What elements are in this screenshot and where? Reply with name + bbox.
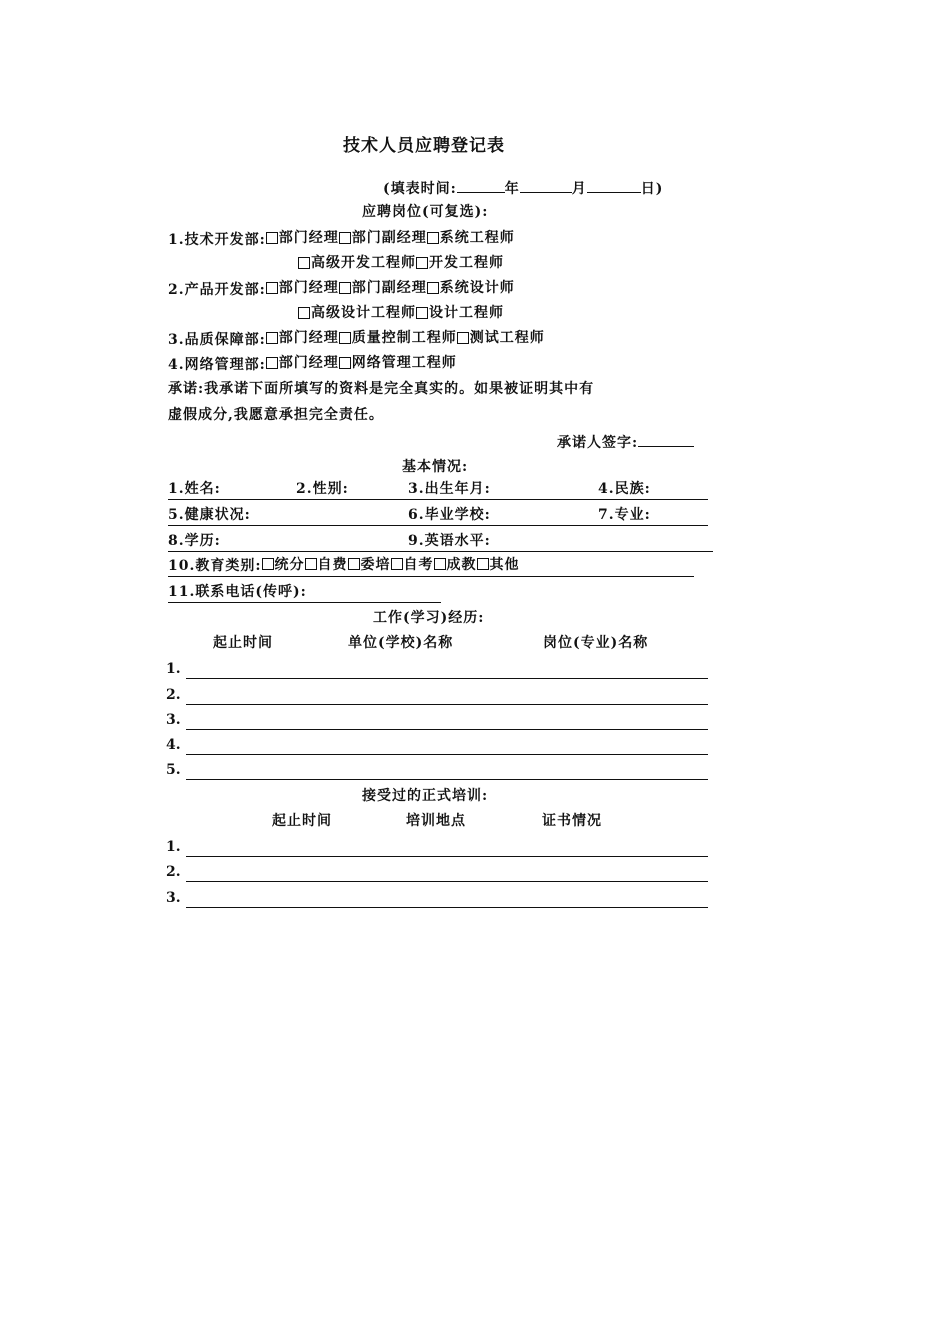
underline (186, 754, 708, 755)
phone-field[interactable]: 11.联系电话(传呼): (168, 584, 307, 600)
checkbox-icon[interactable] (266, 232, 278, 244)
training-row[interactable]: 2. (166, 862, 708, 882)
work-row[interactable]: 4. (166, 735, 708, 755)
checkbox-icon[interactable] (266, 357, 278, 369)
checkbox-icon[interactable] (427, 282, 439, 294)
underline (186, 856, 708, 857)
basic-row-5 (168, 583, 441, 603)
checkbox-icon[interactable] (339, 332, 351, 344)
position-option[interactable]: 高级设计工程师 (298, 304, 416, 322)
dept-product-dev (168, 279, 515, 299)
dept-product-dev-row2 (298, 304, 504, 324)
year-blank[interactable] (457, 178, 505, 193)
page-title: 技术人员应聘登记表 (343, 136, 505, 156)
birth-field[interactable]: 3.出生年月: (408, 481, 491, 497)
work-col-unit: 单位(学校)名称 (348, 635, 454, 651)
edu-type-option[interactable]: 统分 (262, 554, 305, 574)
dept-network (168, 354, 457, 374)
signature: 承诺人签字: (557, 432, 694, 452)
checkbox-icon[interactable] (262, 558, 274, 570)
checkbox-icon[interactable] (305, 558, 317, 570)
checkbox-icon[interactable] (298, 257, 310, 269)
work-col-period: 起止时间 (213, 635, 273, 651)
underline (168, 499, 708, 500)
position-option[interactable]: 网络管理工程师 (339, 354, 457, 372)
underline (168, 525, 708, 526)
position-option[interactable]: 部门经理 (266, 354, 339, 372)
training-row[interactable]: 3. (166, 888, 708, 908)
fill-date: (填表时间: 年 月 日) (383, 178, 663, 198)
position-option[interactable]: 高级开发工程师 (298, 254, 416, 272)
position-option[interactable]: 开发工程师 (416, 254, 504, 272)
checkbox-icon[interactable] (266, 332, 278, 344)
training-row[interactable]: 1. (166, 837, 708, 857)
dept-quality (168, 329, 545, 349)
underline (186, 779, 708, 780)
health-field[interactable]: 5.健康状况: (168, 507, 251, 523)
checkbox-icon[interactable] (457, 332, 469, 344)
work-row[interactable]: 5. (166, 760, 708, 780)
dept-tech-dev-row2 (298, 254, 504, 274)
checkbox-icon[interactable] (266, 282, 278, 294)
work-col-position: 岗位(专业)名称 (543, 635, 649, 651)
underline (168, 576, 694, 577)
english-field[interactable]: 9.英语水平: (408, 533, 491, 549)
position-option[interactable]: 设计工程师 (416, 304, 504, 322)
position-option[interactable]: 部门经理 (266, 329, 339, 347)
checkbox-icon[interactable] (416, 307, 428, 319)
positions-heading: 应聘岗位(可复选): (362, 204, 489, 220)
day-blank[interactable] (587, 178, 641, 193)
pledge-line-1: 承诺:我承诺下面所填写的资料是完全真实的。如果被证明其中有 (168, 381, 595, 397)
major-field[interactable]: 7.专业: (598, 507, 651, 523)
signature-blank[interactable] (638, 432, 694, 447)
training-col-place: 培训地点 (406, 813, 466, 829)
edu-type-option[interactable]: 自费 (305, 554, 348, 574)
underline (186, 729, 708, 730)
work-heading: 工作(学习)经历: (373, 610, 485, 626)
work-row[interactable]: 1. (166, 659, 708, 679)
underline (168, 551, 713, 552)
checkbox-icon[interactable] (298, 307, 310, 319)
underline (186, 907, 708, 908)
position-option[interactable]: 系统工程师 (427, 229, 515, 247)
edu-type-option[interactable]: 其他 (477, 554, 520, 574)
checkbox-icon[interactable] (416, 257, 428, 269)
edu-type-field: 10.教育类别: 统分 自费 委培 自考 成教 其他 (168, 554, 520, 575)
training-heading: 接受过的正式培训: (362, 788, 489, 804)
basic-heading: 基本情况: (402, 459, 469, 475)
checkbox-icon[interactable] (434, 558, 446, 570)
dept-label: 3.品质保障部: (168, 332, 266, 348)
position-option[interactable]: 系统设计师 (427, 279, 515, 297)
checkbox-icon[interactable] (391, 558, 403, 570)
edu-type-option[interactable]: 成教 (434, 554, 477, 574)
checkbox-icon[interactable] (339, 282, 351, 294)
checkbox-icon[interactable] (339, 232, 351, 244)
school-field[interactable]: 6.毕业学校: (408, 507, 491, 523)
ethnicity-field[interactable]: 4.民族: (598, 481, 651, 497)
basic-row-2 (168, 506, 708, 526)
position-option[interactable]: 测试工程师 (457, 329, 545, 347)
pledge-line-2: 虚假成分,我愿意承担完全责任。 (168, 407, 384, 423)
training-col-certificate: 证书情况 (542, 813, 602, 829)
underline (168, 602, 441, 603)
basic-row-4 (168, 557, 694, 577)
position-option[interactable]: 部门经理 (266, 229, 339, 247)
work-row[interactable]: 3. (166, 710, 708, 730)
month-blank[interactable] (520, 178, 572, 193)
underline (186, 704, 708, 705)
position-option[interactable]: 质量控制工程师 (339, 329, 457, 347)
position-option[interactable]: 部门副经理 (339, 229, 427, 247)
dept-label: 1.技术开发部: (168, 232, 266, 248)
dept-tech-dev (168, 229, 515, 249)
basic-row-1 (168, 480, 708, 500)
checkbox-icon[interactable] (427, 232, 439, 244)
edu-type-option[interactable]: 委培 (348, 554, 391, 574)
edu-type-option[interactable]: 自考 (391, 554, 434, 574)
checkbox-icon[interactable] (339, 357, 351, 369)
position-option[interactable]: 部门经理 (266, 279, 339, 297)
position-option[interactable]: 部门副经理 (339, 279, 427, 297)
gender-field[interactable]: 2.性别: (296, 481, 349, 497)
training-col-period: 起止时间 (272, 813, 332, 829)
education-field[interactable]: 8.学历: (168, 533, 221, 549)
work-row[interactable]: 2. (166, 685, 708, 705)
name-field[interactable]: 1.姓名: (168, 481, 221, 497)
checkbox-icon[interactable] (348, 558, 360, 570)
basic-row-3 (168, 532, 713, 552)
checkbox-icon[interactable] (477, 558, 489, 570)
dept-label: 4.网络管理部: (168, 357, 266, 373)
underline (186, 678, 708, 679)
underline (186, 881, 708, 882)
dept-label: 2.产品开发部: (168, 282, 266, 298)
